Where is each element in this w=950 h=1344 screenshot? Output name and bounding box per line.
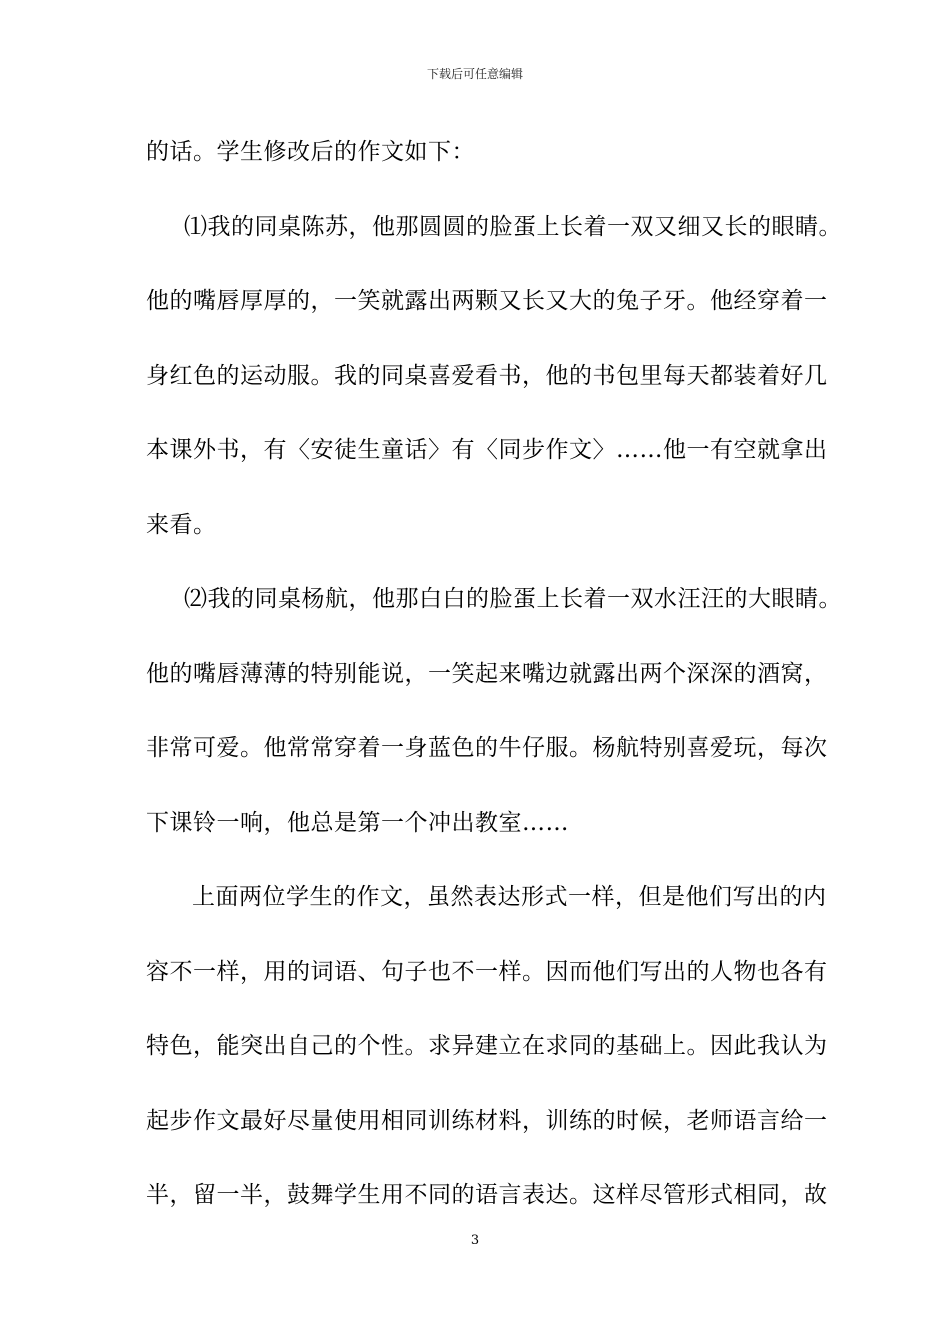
- text-line: 特色，能突出自己的个性。求异建立在求同的基础上。因此我认为: [146, 1033, 828, 1059]
- text-line: 半，留一半，鼓舞学生用不同的语言表达。这样尽管形式相同，故: [146, 1182, 828, 1208]
- text-line: 下课铃一响，他总是第一个冲出教室……: [146, 809, 569, 836]
- text-line: 本课外书，有〈安徒生童话〉有〈同步作文〉……他一有空就拿出: [146, 437, 828, 463]
- text-line: 起步作文最好尽量使用相同训练材料，训练的时候，老师语言给一: [146, 1107, 828, 1134]
- text-line: 非常可爱。他常常穿着一身蓝色的牛仔服。杨航特别喜爱玩，每次: [146, 735, 828, 761]
- text-line: ⑴我的同桌陈苏，他那圆圆的脸蛋上长着一双又细又长的眼睛。: [184, 213, 842, 240]
- text-line: 的话。学生修改后的作文如下：: [146, 139, 475, 165]
- text-line: ⑵我的同桌杨航，他那白白的脸蛋上长着一双水汪汪的大眼睛。: [184, 586, 842, 612]
- text-line: 容不一样，用的词语、句子也不一样。因而他们写出的人物也各有: [146, 958, 828, 985]
- text-line: 来看。: [146, 511, 217, 538]
- text-line: 他的嘴唇薄薄的特别能说，一笑起来嘴边就露出两个深深的酒窝，: [146, 660, 828, 687]
- text-line: 上面两位学生的作文，虽然表达形式一样，但是他们写出的内: [192, 884, 827, 910]
- text-line: 身红色的运动服。我的同桌喜爱看书，他的书包里每天都装着好几: [146, 362, 828, 389]
- page-header: 下载后可任意编辑: [426, 67, 523, 81]
- page-number: 3: [470, 1233, 480, 1248]
- text-line: 他的嘴唇厚厚的，一笑就露出两颗又长又大的兔子牙。他经穿着一: [146, 288, 828, 314]
- document-body: [146, 126, 842, 1244]
